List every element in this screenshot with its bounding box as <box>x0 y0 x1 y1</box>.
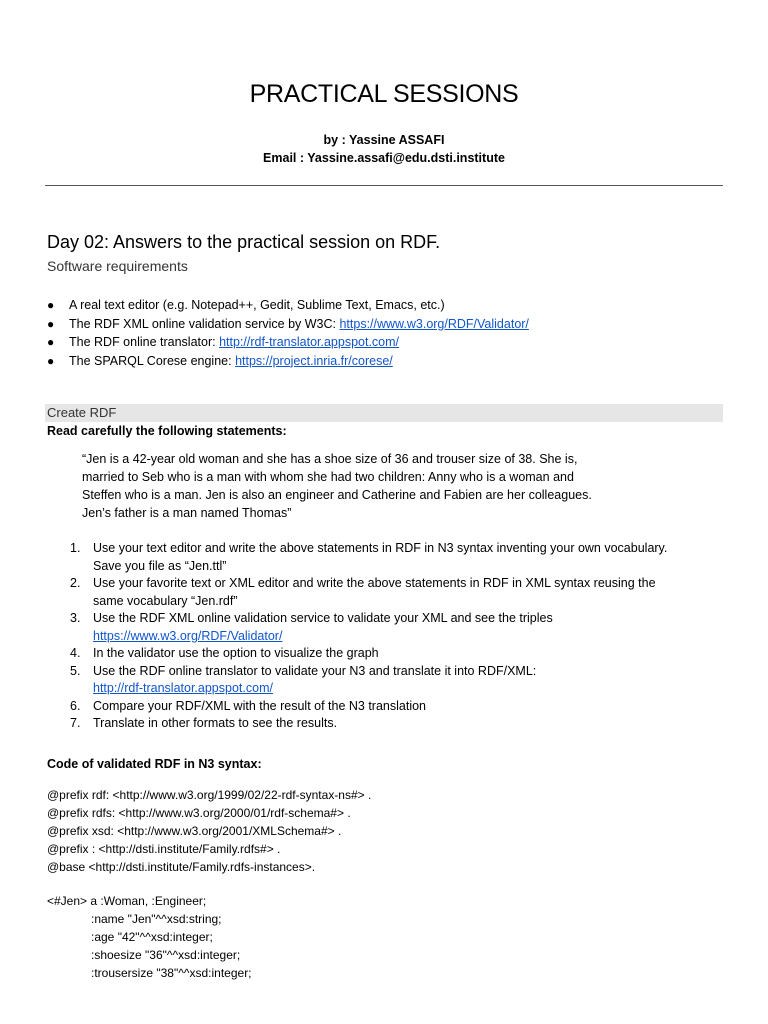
code-line: :shoesize "36"^^xsd:integer; <box>91 948 241 962</box>
rdf-translator-link[interactable]: http://rdf-translator.appspot.com/ <box>219 335 400 349</box>
bullet-icon: ● <box>47 298 55 312</box>
list-item: ● A real text editor (e.g. Notepad++, Gedit, Sublime Text, Emacs, etc.) <box>47 296 529 315</box>
create-rdf-band <box>45 404 723 422</box>
email-line: Email : Yassine.assafi@edu.dsti.institute <box>263 151 505 165</box>
n3-code-block <box>47 786 371 982</box>
bullet-icon: ● <box>47 353 55 368</box>
w3c-validator-link[interactable]: https://www.w3.org/RDF/Validator/ <box>339 316 529 331</box>
code-line: @prefix rdfs: <http://www.w3.org/2000/01/rdf-schema#> . <box>47 806 351 820</box>
steps-list <box>70 540 667 733</box>
code-line: @prefix : <http://dsti.institute/Family.rdfs#> . <box>47 842 281 856</box>
section-heading: Day 02: Answers to the practical session on RDF. <box>47 232 441 252</box>
list-item: 5. Use the RDF online translator to validate your N3 and translate it into RDF/XML: http://rdf-translator.appspot.com/ <box>70 663 537 695</box>
list-item: 4. In the validator use the option to visualize the graph <box>70 646 379 660</box>
list-item: ● The SPARQL Corese engine: https://project.inria.fr/corese/ <box>47 352 529 371</box>
horizontal-rule <box>45 185 723 186</box>
list-item: ● The RDF online translator: http://rdf-translator.appspot.com/ <box>47 333 529 352</box>
quote-line: Jen’s father is a man named Thomas” <box>82 506 292 520</box>
list-item: 7. Translate in other formats to see the results. <box>70 716 338 730</box>
quote-line: married to Seb who is a man with whom she had two children: Anny who is a woman and <box>82 470 574 484</box>
list-item: 3. Use the RDF XML online validation service to validate your XML and see the triples https://www.w3.org/RDF/Validator/ <box>70 611 553 643</box>
quote-line: “Jen is a 42-year old woman and she has a shoe size of 36 and trouser size of 38. She is, <box>82 452 578 466</box>
code-line: @base <http://dsti.institute/Family.rdfs-instances>. <box>47 860 316 874</box>
create-rdf-heading: Create RDF <box>47 405 117 420</box>
code-line: :trousersize "38"^^xsd:integer; <box>91 966 252 980</box>
w3c-validator-link[interactable]: https://www.w3.org/RDF/Validator/ <box>93 628 283 643</box>
bullet-icon: ● <box>47 316 55 331</box>
intro-text: Read carefully the following statements: <box>47 424 287 438</box>
list-item: ● The RDF XML online validation service by W3C: https://www.w3.org/RDF/Validator/ <box>47 315 529 334</box>
code-line: @prefix xsd: <http://www.w3.org/2001/XMLSchema#> . <box>47 824 342 838</box>
author-line: by : Yassine ASSAFI <box>323 133 445 147</box>
rdf-translator-link[interactable]: http://rdf-translator.appspot.com/ <box>93 681 273 695</box>
code-line: <#Jen> a :Woman, :Engineer; <box>47 894 207 908</box>
statement-quote <box>82 450 592 522</box>
quote-line: Steffen who is a man. Jen is also an engineer and Catherine and Fabien are her colleagues. <box>82 488 592 502</box>
list-item: 6. Compare your RDF/XML with the result of the N3 translation <box>70 698 427 713</box>
code-line: :name "Jen"^^xsd:string; <box>91 912 222 926</box>
list-item: 2. Use your favorite text or XML editor and write the above statements in RDF in XML syntax reusing the same vocabulary “Jen.rdf” <box>70 576 656 608</box>
code-line: @prefix rdf: <http://www.w3.org/1999/02/22-rdf-syntax-ns#> . <box>47 788 372 802</box>
page-title: PRACTICAL SESSIONS <box>249 80 519 108</box>
corese-link[interactable]: https://project.inria.fr/corese/ <box>235 353 393 368</box>
requirements-list <box>47 296 529 370</box>
software-requirements-heading: Software requirements <box>47 258 188 274</box>
list-item: 1. Use your text editor and write the above statements in RDF in N3 syntax inventing your own vocabulary. Save you file as “Jen.ttl” <box>70 541 668 573</box>
code-line: :age "42"^^xsd:integer; <box>91 930 213 944</box>
bullet-icon: ● <box>47 335 55 349</box>
code-heading: Code of validated RDF in N3 syntax: <box>47 757 262 771</box>
